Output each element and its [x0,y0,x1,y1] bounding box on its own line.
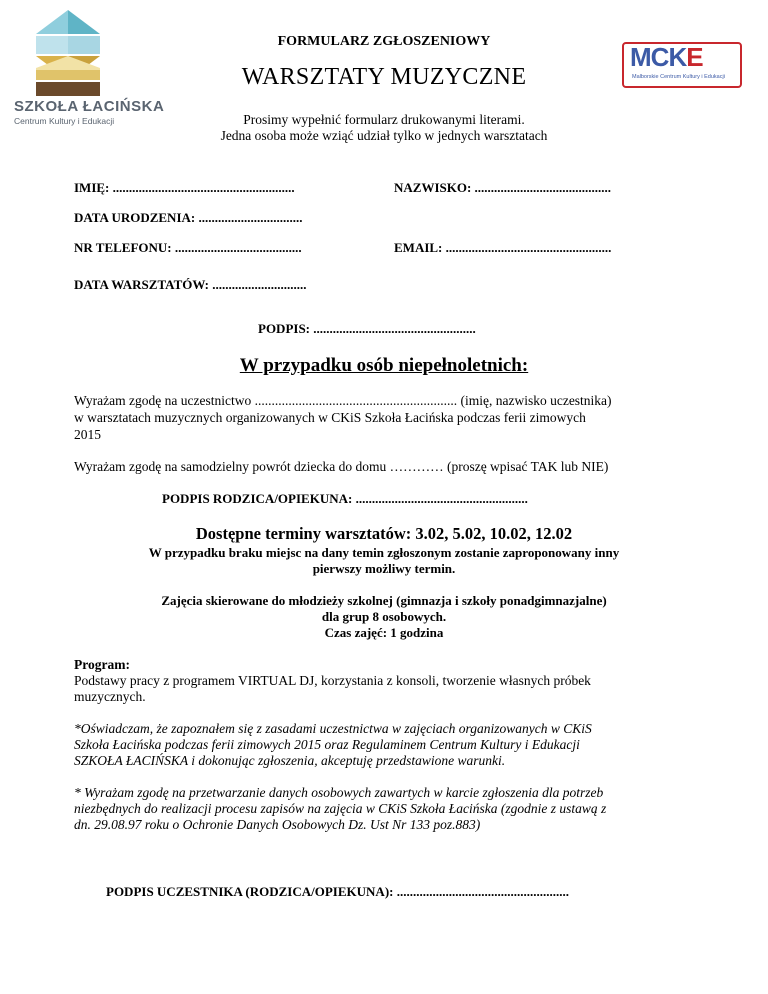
declaration-1-line3: SZKOŁA ŁACIŃSKA i dokonując zgłoszenia, akceptuję przedstawione warunki. [74,753,506,768]
duration: Czas zajęć: 1 godzina [324,625,444,640]
consent-1-line1: Wyrażam zgodę na uczestnictwo ............................................................ (imię, nazwisko uczestnika) [74,393,612,408]
consent-2: Wyrażam zgodę na samodzielny powrót dziecka do domu ………… (proszę wpisać TAK lub NIE) [74,459,609,474]
consent-1-line2: w warsztatach muzycznych organizowanych w CKiS Szkoła Łacińska podczas ferii zimowych [74,410,586,425]
field-nazwisko[interactable]: NAZWISKO: .......................................... [394,180,612,195]
schedule-note-2: pierwszy możliwy termin. [312,561,456,576]
program-line1: Podstawy pracy z programem VIRTUAL DJ, korzystania z konsoli, tworzenie własnych próbek [74,673,591,688]
field-nr-telefonu[interactable]: NR TELEFONU: ....................................... [74,240,302,255]
declaration-1-line2: Szkoła Łacińska podczas ferii zimowych 2015 oraz Regulaminem Centrum Kultury i Edukacji [74,737,580,752]
schedule-note-1: W przypadku braku miejsc na dany temin zgłoszonym zostanie zaproponowany inny [148,545,620,560]
participant-signature-field[interactable]: PODPIS UCZESTNIKA (RODZICA/OPIEKUNA): ..................................................... [106,884,569,899]
parent-signature-field[interactable]: PODPIS RODZICA/OPIEKUNA: ..................................................... [162,491,528,506]
target-group-2: dla grup 8 osobowych. [321,609,447,624]
program-line2: muzycznych. [74,689,146,704]
form-label: FORMULARZ ZGŁOSZENIOWY [277,34,491,49]
page-title: WARSZTATY MUZYCZNE [241,64,527,90]
instruction-2: Jedna osoba może wziąć udział tylko w jednych warsztatach [220,128,548,143]
field-podpis[interactable]: PODPIS: .................................................. [258,321,476,336]
consent-1-line3: 2015 [74,427,101,442]
logo-mark-e: E [686,42,703,72]
declaration-2-line2: niezbędnych do realizacji procesu zapisów na zajęcia w CKiS Szkoła Łacińska (zgodnie z ustawą z [74,801,607,816]
schedule-heading: Dostępne terminy warsztatów: 3.02, 5.02, 10.02, 12.02 [195,524,573,543]
program-label: Program: [74,657,130,672]
logo-right-subtitle: Malborskie Centrum Kultury i Edukacji [632,74,725,80]
field-email[interactable]: EMAIL: ................................................... [394,240,612,255]
field-data-urodzenia[interactable]: DATA URODZENIA: ................................ [74,210,303,225]
declaration-2-line1: * Wyrażam zgodę na przetwarzanie danych osobowych zawartych w karcie zgłoszenia dla potrzeb [74,785,604,800]
logo-mark-m: M [630,42,651,72]
declaration-1-line1: *Oświadczam, że zapoznałem się z zasadami uczestnictwa w zajęciach organizowanych w CKiS [74,721,592,736]
logo-left-subtitle: Centrum Kultury i Edukacji [14,116,115,126]
target-group-1: Zajęcia skierowane do młodzieży szkolnej (gimnazja i szkoły ponadgimnazjalne) [161,593,607,608]
minors-heading: W przypadku osób niepełnoletnich: [239,355,529,376]
field-imie[interactable]: IMIĘ: ........................................................ [74,180,295,195]
logo-left-name: SZKOŁA ŁACIŃSKA [14,98,165,115]
field-data-warsztatow[interactable]: DATA WARSZTATÓW: ............................. [74,277,307,292]
instruction-1: Prosimy wypełnić formularz drukowanymi literami. [243,112,525,127]
logo-mark-ck: CK [650,42,687,72]
declaration-2-line3: dn. 29.08.97 roku o Ochronie Danych Osobowych Dz. Ust Nr 133 poz.883) [74,817,481,832]
